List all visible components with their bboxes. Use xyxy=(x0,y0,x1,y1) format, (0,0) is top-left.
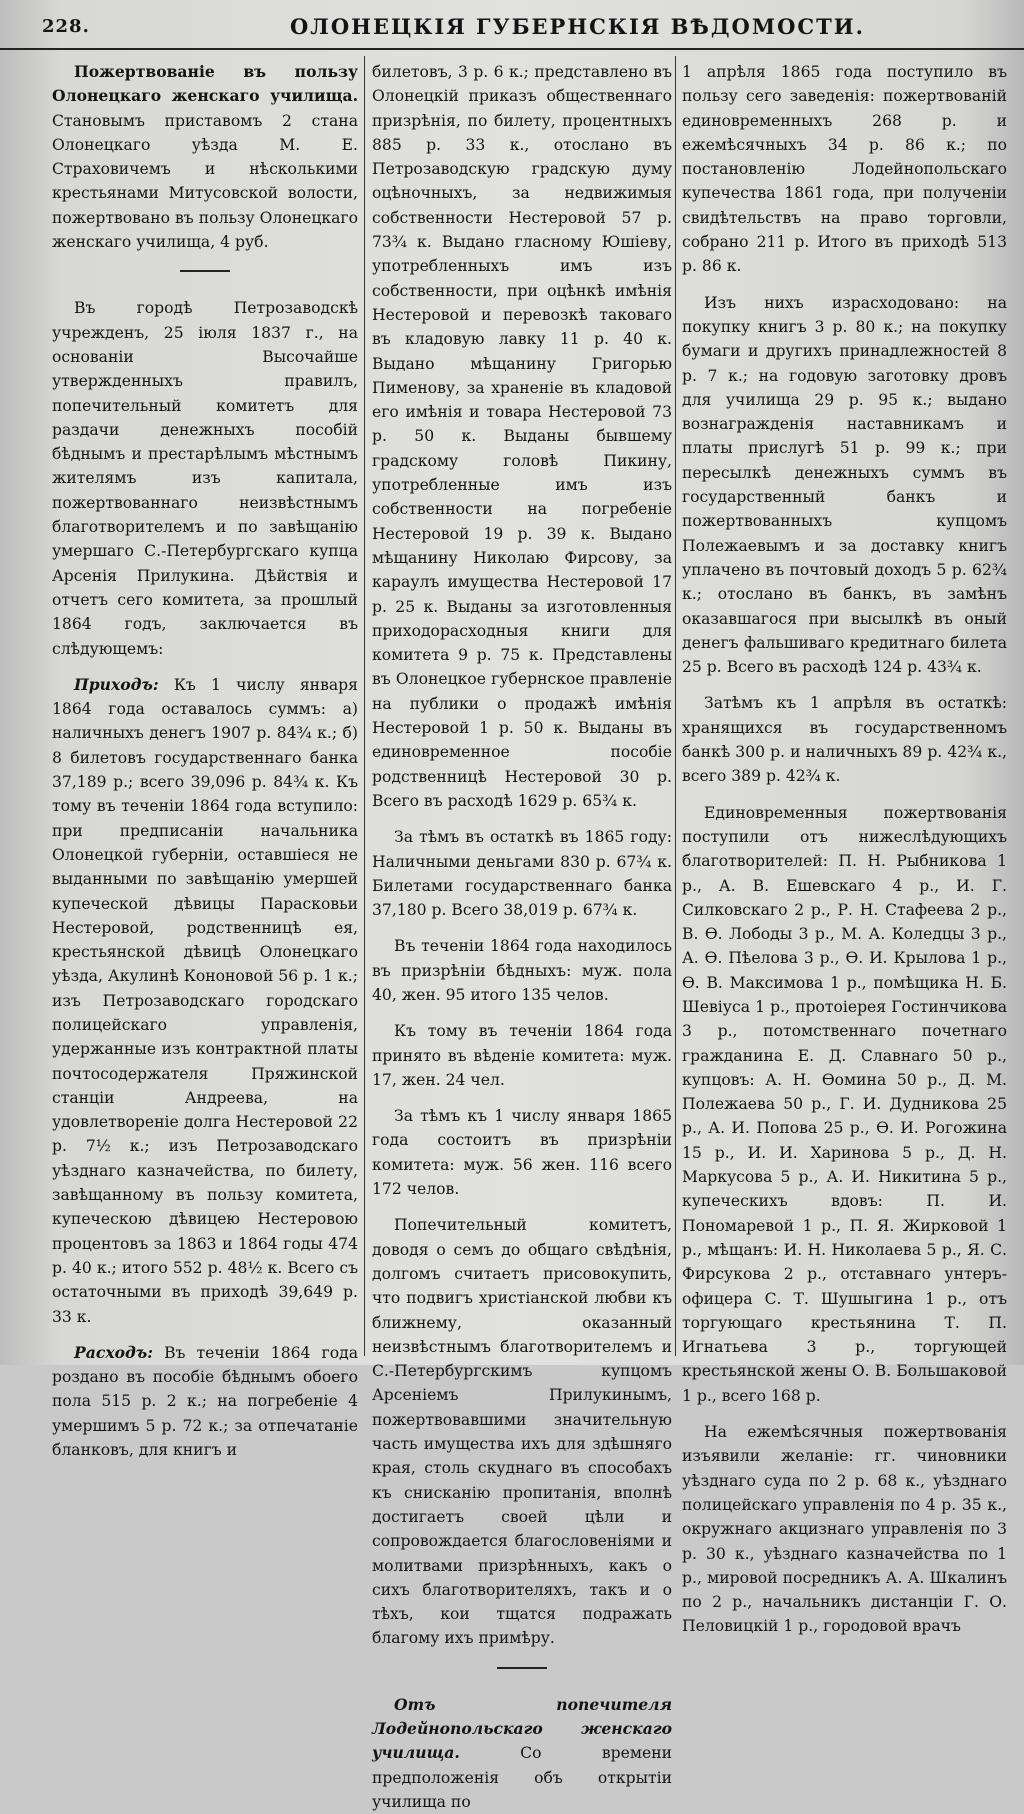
income-paragraph xyxy=(52,673,358,1329)
school-balance: Затѣмъ къ 1 апрѣля въ остаткѣ: хранящихся въ государственномъ банкѣ 300 р. и наличныхъ 89 р. 42¾ к., всего 389 р. 42¾ к. xyxy=(682,694,1007,786)
column-rule-left xyxy=(364,56,365,1356)
current-count: За тѣмъ къ 1 числу января 1865 года состоитъ въ призрѣніи комитета: муж. 56 жен. 116 всего 172 челов. xyxy=(372,1107,672,1199)
school-income: 1 апрѣля 1865 года поступило въ пользу сего заведенія: пожертвованій единовременныхъ 268 р. и ежемѣсячныхъ 34 р. 86 к.; по постановленію Лодейнопольскаго купечества 1861 года, при полученіи свидѣтельствъ на право торговли, собрано 211 р. Итого въ приходѣ 513 р. 86 к. xyxy=(682,63,1007,276)
article-lodeinopole xyxy=(372,1693,672,1814)
page-number: 228. xyxy=(42,16,90,37)
page-header xyxy=(0,8,1024,50)
article-title: Пожертвованіе въ пользу Олонецкаго женскаго училища. xyxy=(52,62,358,106)
income-label: Приходъ: xyxy=(74,674,159,694)
income-text: Къ 1 числу января 1864 года оставалось суммъ: а) наличныхъ денегъ 1907 р. 84¾ к.; б) 8 билетовъ государственнаго банка 37,189 р.; всего 39,096 р. 84¾ к. Къ тому въ теченіи 1864 года вступило: при предписаніи начальника Олонецкой губерніи, оставшіеся не выданными по завѣщанію умершей купеческой дѣвицы Парасковьи Нестеровой, родственницѣ ея, крестьянской дѣвицѣ Олонецкаго уѣзда, Акулинѣ Кононовой 56 р. 1 к.; изъ Петрозаводскаго городскаго полицейскаго управленія, удержанные изъ контрактной платы почтосодержателя Пряжинской станціи Андреева, на удовлетвореніе долга Нестеровой 22 р. 7½ к.; изъ Петрозаводскаго уѣзднаго казначейства, по билету, завѣщанному въ пользу комитета, купеческою дѣвицею Нестеровою процентовъ за 1863 и 1864 годы 474 р. 40 к.; итого 552 р. 48½ к. Всего съ остаточными въ приходѣ 39,649 р. 33 к. xyxy=(52,675,358,1326)
column-2 xyxy=(372,60,672,1811)
expense-paragraph xyxy=(52,1341,358,1462)
article-donation-olonets xyxy=(52,60,358,254)
one-time-donors: Единовременныя пожертвованія поступили отъ нижеслѣдующихъ благотворителей: П. Н. Рыбникова 1 р., А. В. Ешевскаго 4 р., И. Г. Силковскаго 2 р., Р. Н. Стафеева 2 р., В. Ѳ. Лободы 3 р., М. А. Коледцы 3 р., А. Ѳ. Пѣелова 3 р., Ѳ. И. Крылова 1 р., Ѳ. В. Максимова 1 р., помѣщика Н. Б. Шевіуса 1 р., протоіерея Гостинчикова 3 р., потомственнаго почетнаго гражданина Е. Д. Славнаго 50 р., купцовъ: А. Н. Ѳомина 50 р., Д. М. Полежаева 50 р., Г. И. Дудникова 25 р., А. И. Попова 25 р., Ѳ. И. Рогожина 15 р., И. И. Харинова 5 р., Д. Н. Маркусова 5 р., А. И. Никитина 5 р., купеческихъ вдовъ: П. И. Пономаревой 1 р., П. Я. Жирковой 1 р., мѣщанъ: И. Н. Николаева 5 р., Я. С. Фирсукова 2 р., отставнаго унтеръ-офицера С. Т. Шушыгина 1 р., отъ торгующаго крестьянина Т. П. Игнатьева 3 р., торгующей крестьянской жены О. В. Большаковой 1 р., всего 168 р. xyxy=(682,803,1007,1405)
article-body: Со времени предположенія объ открытіи училища по xyxy=(372,1744,672,1811)
admitted-count: Къ тому въ теченіи 1864 года принято въ вѣденіе комитета: муж. 17, жен. 24 чел. xyxy=(372,1022,672,1089)
committee-gratitude: Попечительный комитетъ, доводя о семъ до общаго свѣдѣнія, долгомъ считаетъ присовокупить, что подвигъ христіанской любви къ ближнему, оказанный неизвѣстнымъ благотворителемъ и С.-Петербургскимъ купцомъ Арсеніемъ Прилукинымъ, пожертвовавшими значительную часть имущества ихъ для здѣшняго края, столь скуднаго въ способахъ къ снисканію пропитанія, вполнѣ достигаетъ своей цѣли и сопровождается благословеніями и молитвами призрѣнныхъ, какъ о сихъ благотворителяхъ, такъ и о тѣхъ, кои тщатся подражать благому ихъ примѣру. xyxy=(372,1216,672,1648)
monthly-donors: На ежемѣсячныя пожертвованія изъявили желаніе: гг. чиновники уѣзднаго суда по 2 р. 68 к., уѣзднаго полицейскаго управленія по 4 р. 35 к., окружнаго акцизнаго управленія по 3 р. 30 к., уѣзднаго казначейства по 1 р., мировой посредникъ А. А. Шкалинъ по 2 р., начальникъ дистанціи Г. О. Пеловицкій 1 р., городовой врачъ xyxy=(682,1423,1007,1636)
article-body: Становымъ приставомъ 2 стана Олонецкаго уѣзда М. Е. Страховичемъ и нѣсколькими крестьянами Митусовской волости, пожертвовано въ пользу Олонецкаго женскаго училища, 4 руб. xyxy=(52,111,358,252)
section-divider xyxy=(180,270,230,272)
expense-continued: билетовъ, 3 р. 6 к.; представлено въ Олонецкій приказъ общественнаго призрѣнія, по билету, процентныхъ 885 р. 33 к., отослано въ Петрозаводскую градскую думу оцѣночныхъ, за недвижимыя собственности Нестеровой 57 р. 73¾ к. Выдано гласному Юшіеву, употребленныхъ имъ изъ собственности, при оцѣнкѣ имѣнія Нестеровой и перевозкѣ таковаго въ кладовую лавку 11 р. 40 к. Выдано мѣщанину Григорью Пименову, за храненіе въ кладовой его имѣнія и товара Нестеровой 73 р. 50 к. Выданы бывшему градскому головѣ Пикину, употребленные имъ изъ собственности на погребеніе Нестеровой 19 р. 39 к. Выдано мѣщанину Николаю Фирсову, за караулъ имущества Нестеровой 17 р. 25 к. Выданы за изготовленныя приходорасходныя книги для комитета 9 р. 75 к. Представлены въ Олонецкое губернское правленіе на публики о продажѣ имѣнія Нестеровой 1 р. 50 к. Выданы въ единовременное пособіе родственницѣ Нестеровой 30 р. Всего въ расходѣ 1629 р. 65¾ к. xyxy=(372,63,672,810)
balance-1865: За тѣмъ въ остаткѣ въ 1865 году: Наличными деньгами 830 р. 67¾ к. Билетами государственнаго банка 37,180 р. Всего 38,019 р. 67¾ к. xyxy=(372,828,672,920)
school-expenses: Изъ нихъ израсходовано: на покупку книгъ 3 р. 80 к.; на покупку бумаги и другихъ принадлежностей 8 р. 7 к.; на годовую заготовку дровъ для училища 29 р. 95 к.; выдано вознагражденія наставникамъ и платы прислугѣ 51 р. 99 к.; при пересылкѣ денежныхъ суммъ въ государственный банкъ и пожертвованныхъ купцомъ Полежаевымъ и за доставку книгъ уплачено въ почтовый доходъ 5 р. 62¾ к.; отослано въ банкъ, въ замѣнъ оказавшагося при высылкѣ въ оный денегъ фальшиваго кредитнаго билета 25 р. Всего въ расходѣ 124 р. 43¾ к. xyxy=(682,293,1007,677)
section-divider xyxy=(497,1667,547,1669)
expense-text: Въ теченіи 1864 года роздано въ пособіе бѣднымъ обоего пола 515 р. 2 к.; на погребеніе 4 умершимъ 5 р. 72 к.; за отпечатаніе бланковъ, для книгъ и xyxy=(52,1343,358,1460)
page-title: ОЛОНЕЦКІЯ ГУБЕРНСКІЯ ВѢДОМОСТИ. xyxy=(290,14,865,39)
article-title: Отъ попечителя Лодейнопольскаго женскаго училища. xyxy=(372,1694,672,1763)
charity-count-1864: Въ теченіи 1864 года находилось въ призрѣніи бѣдныхъ: муж. пола 40, жен. 95 итого 135 челов. xyxy=(372,937,672,1004)
column-3 xyxy=(682,60,1007,1636)
committee-intro: Въ городѣ Петрозаводскѣ учрежденъ, 25 іюля 1837 г., на основаніи Высочайше утвержденныхъ правилъ, попечительный комитетъ для раздачи денежныхъ пособій бѣднымъ и престарѣлымъ мѣстнымъ жителямъ изъ капитала, пожертвованнаго неизвѣстнымъ благотворителемъ и по завѣщанію умершаго С.-Петербургскаго купца Арсенія Прилукина. Дѣйствія и отчетъ сего комитета, за прошлый 1864 годъ, заключается въ слѣдующемъ: xyxy=(52,299,358,658)
column-1 xyxy=(52,60,358,1460)
column-rule-right xyxy=(675,56,676,1356)
expense-label: Расходъ: xyxy=(74,1342,153,1362)
